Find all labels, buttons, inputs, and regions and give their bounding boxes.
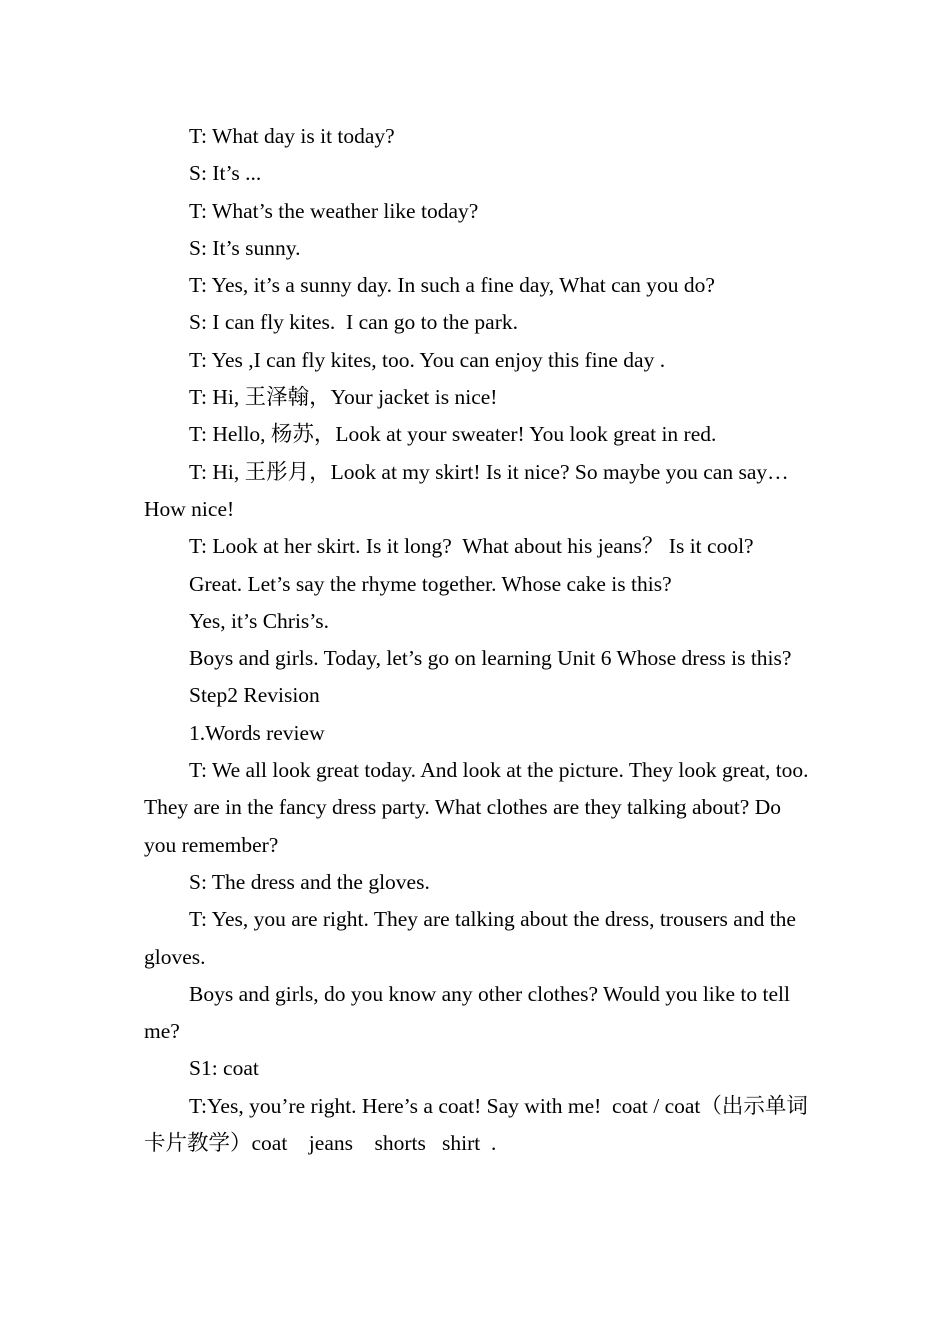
section-heading: Step2 Revision [189, 683, 320, 708]
paragraph-9: T: Hello, 杨苏，Look at your sweater! You look great in red. [189, 422, 717, 447]
paragraph-21: S1: coat [189, 1056, 259, 1081]
paragraph-11: T: Look at her skirt. Is it long? What about his jeans？ Is it cool? [189, 534, 754, 559]
paragraph-22: T:Yes, you’re right. Here’s a coat! Say with me! coat / coat（出示单词卡片教学）coat jeans shorts shirt . [144, 1093, 808, 1156]
paragraph-5: T: Yes, it’s a sunny day. In such a fine day, What can you do? [189, 273, 715, 298]
paragraph-4: S: It’s sunny. [189, 235, 301, 260]
paragraph-10: T: Hi, 王彤月，Look at my skirt! Is it nice? So maybe you can say…How nice! [144, 459, 789, 521]
paragraph-3: T: What’s the weather like today? [189, 198, 479, 223]
paragraph-2: S: It’s ... [189, 161, 262, 186]
paragraph-18: S: The dress and the gloves. [189, 869, 430, 894]
paragraph-1: T: What day is it today? [189, 124, 395, 148]
document-body [144, 118, 814, 1162]
paragraph-7: T: Yes ,I can fly kites, too. You can enjoy this fine day . [189, 347, 666, 372]
paragraph-13: Yes, it’s Chris’s. [189, 608, 330, 633]
sub-heading: 1.Words review [189, 720, 325, 745]
paragraph-17: T: We all look great today. And look at the picture. They look great, too. They are in the fancy dress party. What clothes are they talking about? Do you remember? [144, 758, 814, 857]
paragraph-8: T: Hi, 王泽翰，Your jacket is nice! [189, 385, 498, 410]
paragraph-20: Boys and girls, do you know any other clothes? Would you like to tell me? [144, 981, 796, 1044]
paragraph-14: Boys and girls. Today, let’s go on learning Unit 6 Whose dress is this? [189, 646, 792, 671]
paragraph-6: S: I can fly kites. I can go to the park. [189, 310, 518, 335]
paragraph-12: Great. Let’s say the rhyme together. Whose cake is this? [189, 571, 672, 596]
paragraph-19: T: Yes, you are right. They are talking about the dress, trousers and the gloves. [144, 907, 802, 969]
